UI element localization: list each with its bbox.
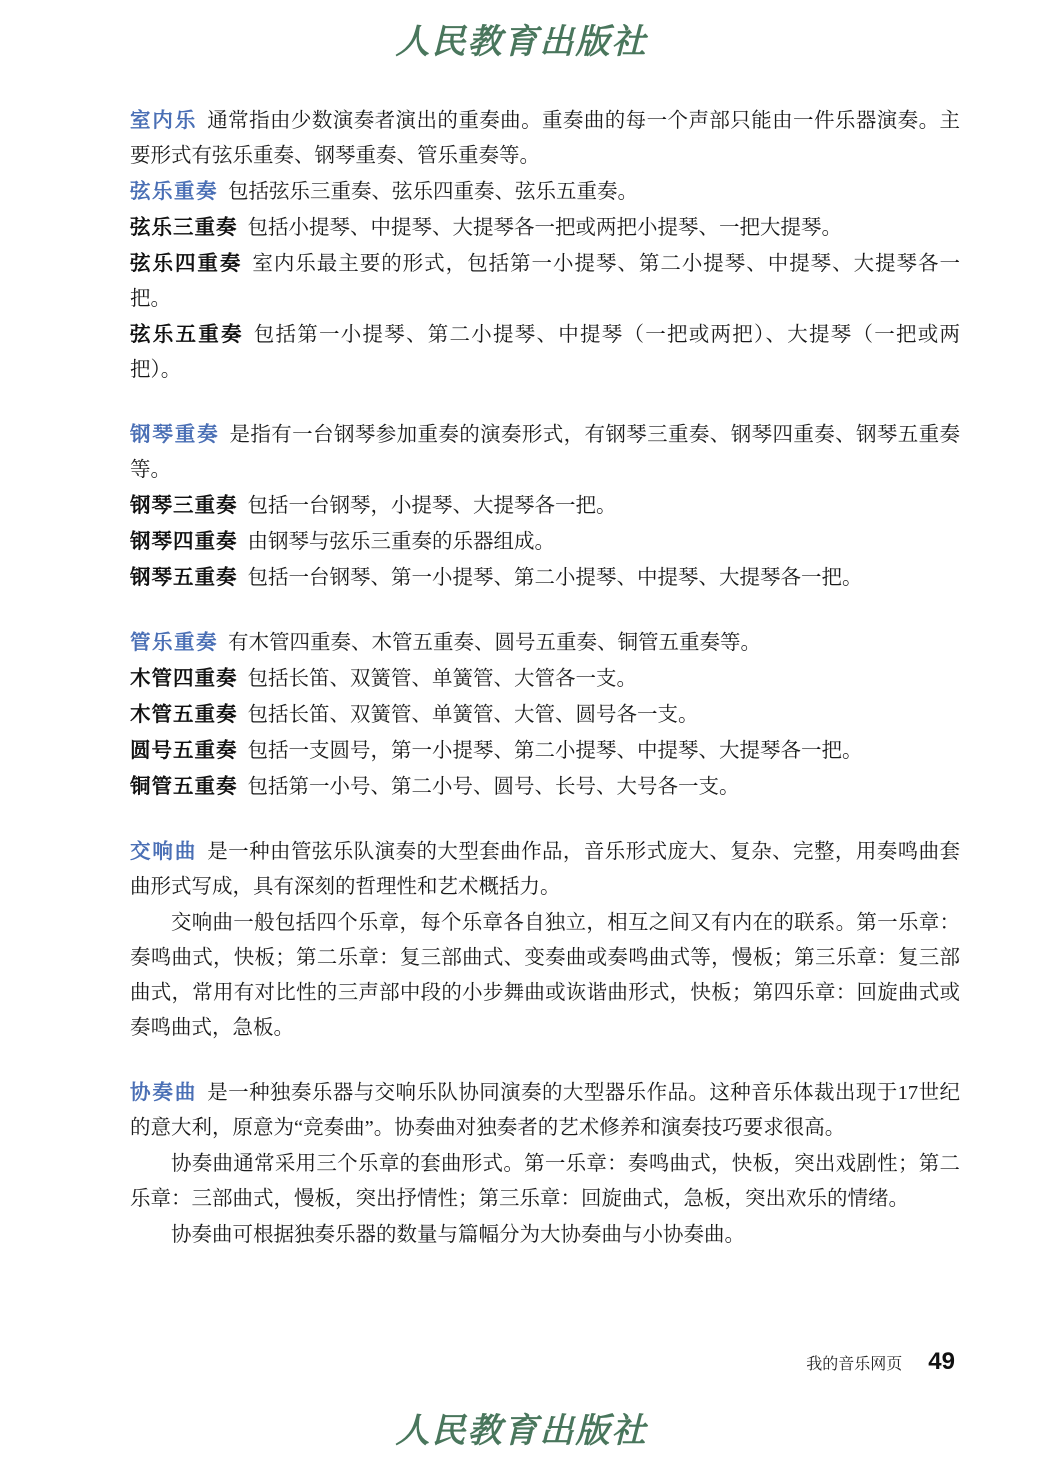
entry-paragraph [130,770,960,805]
entry-paragraph [130,698,960,733]
entry-term: 铜管五重奏 [130,776,238,798]
entry-term: 木管五重奏 [130,704,238,726]
section-piano-ensemble [130,418,960,596]
entry-paragraph [130,318,960,388]
entry-term: 交响曲 [130,841,198,863]
section-wind-ensemble [130,626,960,805]
entry-text: 交响曲一般包括四个乐章，每个乐章各自独立，相互之间又有内在的联系。第一乐章：奏鸣曲式，快板；第二乐章：复三部曲式、变奏曲或奏鸣曲式等，慢板；第三乐章：复三部曲式，常用有对比性的三声部中段的小步舞曲或诙谐曲形式，快板；第四乐章：回旋曲式或奏鸣曲式，急板。 [130,912,960,1039]
entry-paragraph [130,906,960,1046]
entry-term: 钢琴五重奏 [130,567,238,589]
entry-term: 协奏曲 [130,1082,198,1104]
entry-paragraph [130,175,960,210]
entry-text: 包括一支圆号，第一小提琴、第二小提琴、中提琴、大提琴各一把。 [247,740,863,762]
entry-paragraph [130,1218,960,1253]
entry-paragraph [130,247,960,317]
section-spacer [130,805,960,835]
entry-text: 包括长笛、双簧管、单簧管、大管各一支。 [247,668,637,690]
entry-term: 弦乐重奏 [130,181,218,203]
section-spacer [130,596,960,626]
entry-text: 包括第一小提琴、第二小提琴、中提琴（一把或两把）、大提琴（一把或两把）。 [130,324,960,381]
entry-term: 木管四重奏 [130,668,238,690]
entry-text: 室内乐最主要的形式，包括第一小提琴、第二小提琴、中提琴、大提琴各一把。 [130,253,961,310]
entry-text: 包括一台钢琴，小提琴、大提琴各一把。 [247,495,617,517]
entry-term: 弦乐四重奏 [130,253,243,275]
entry-text: 通常指由少数演奏者演出的重奏曲。重奏曲的每一个声部只能由一件乐器演奏。主要形式有弦乐重奏、钢琴重奏、管乐重奏等。 [130,110,961,167]
entry-term: 钢琴四重奏 [130,531,238,553]
entry-term: 弦乐五重奏 [130,324,244,346]
entry-text: 包括长笛、双簧管、单簧管、大管、圆号各一支。 [247,704,699,726]
entry-text: 由钢琴与弦乐三重奏的乐器组成。 [247,531,555,553]
entry-text: 是一种独奏乐器与交响乐队协同演奏的大型器乐作品。这种音乐体裁出现于17世纪的意大利，原意为“竞奏曲”。协奏曲对独奏者的艺术修养和演奏技巧要求很高。 [130,1082,961,1139]
entry-paragraph [130,1076,960,1146]
entry-term: 室内乐 [130,110,198,132]
entry-paragraph [130,418,960,488]
entry-paragraph [130,734,960,769]
section-chamber-music [130,104,960,388]
section-spacer [130,388,960,418]
entry-text: 包括一台钢琴、第一小提琴、第二小提琴、中提琴、大提琴各一把。 [247,567,863,589]
entry-paragraph [130,211,960,246]
publisher-watermark-top: 人民教育出版社 [395,22,648,62]
entry-text: 包括小提琴、中提琴、大提琴各一把或两把小提琴、一把大提琴。 [247,217,842,239]
entry-paragraph [130,561,960,596]
entry-paragraph [130,626,960,661]
entry-paragraph [130,104,960,174]
section-concerto [130,1076,960,1253]
entry-paragraph [130,489,960,524]
entry-paragraph [130,525,960,560]
entry-paragraph [130,662,960,697]
entry-text: 有木管四重奏、木管五重奏、圆号五重奏、铜管五重奏等。 [228,632,761,654]
entry-text: 协奏曲可根据独奏乐器的数量与篇幅分为大协奏曲与小协奏曲。 [171,1224,745,1246]
entry-text: 是指有一台钢琴参加重奏的演奏形式，有钢琴三重奏、钢琴四重奏、钢琴五重奏等。 [130,424,961,481]
page-content [130,104,960,1253]
footer-label: 我的音乐网页 [806,1356,903,1373]
entry-text: 包括第一小号、第二小号、圆号、长号、大号各一支。 [247,776,740,798]
entry-term: 弦乐三重奏 [130,217,238,239]
page-number: 49 [928,1348,955,1375]
entry-text: 是一种由管弦乐队演奏的大型套曲作品，音乐形式庞大、复杂、完整，用奏鸣曲套曲形式写成，具有深刻的哲理性和艺术概括力。 [130,841,961,898]
entry-text: 协奏曲通常采用三个乐章的套曲形式。第一乐章：奏鸣曲式，快板，突出戏剧性；第二乐章：三部曲式，慢板，突出抒情性；第三乐章：回旋曲式，急板，突出欢乐的情绪。 [130,1153,960,1210]
entry-paragraph [130,1147,960,1217]
entry-term: 钢琴重奏 [130,424,220,446]
entry-term: 管乐重奏 [130,632,218,654]
section-symphony [130,835,960,1046]
entry-paragraph [130,835,960,905]
entry-text: 包括弦乐三重奏、弦乐四重奏、弦乐五重奏。 [228,181,638,203]
section-spacer [130,1046,960,1076]
publisher-watermark-bottom: 人民教育出版社 [395,1411,648,1451]
entry-term: 钢琴三重奏 [130,495,238,517]
page-footer [806,1348,955,1376]
entry-term: 圆号五重奏 [130,740,238,762]
